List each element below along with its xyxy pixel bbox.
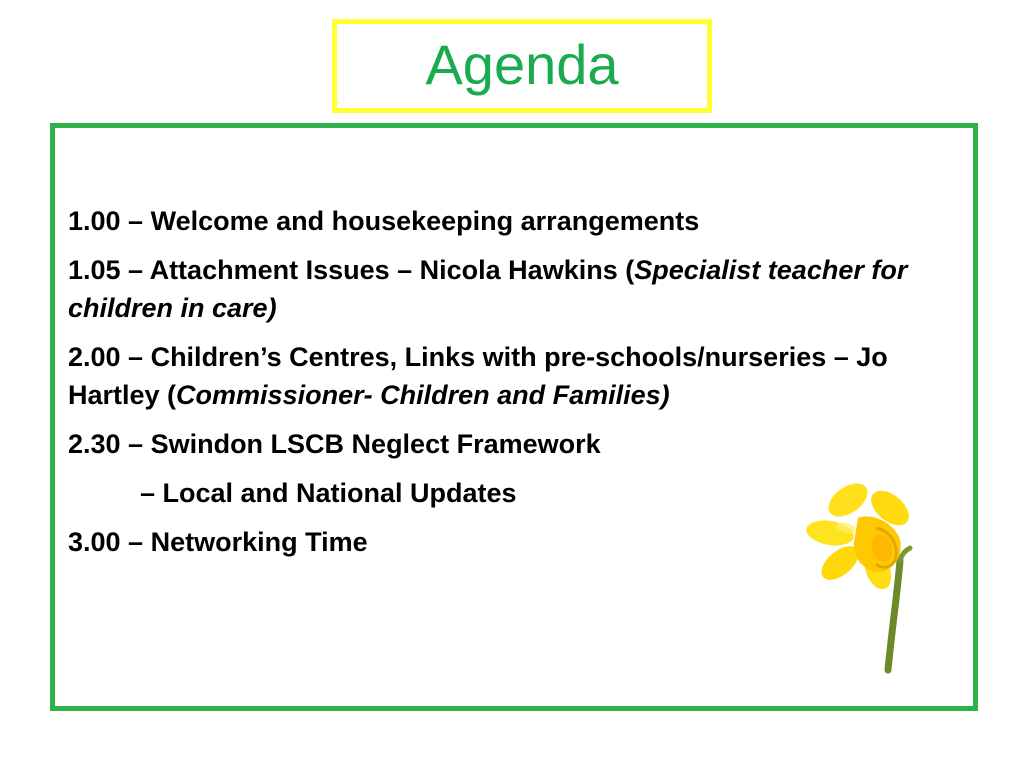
agenda-item-text: 2.00 – Children’s Centres, Links with pre-schools/nurseries – Jo Hartley ( [68,342,888,410]
daffodil-icon [800,478,940,678]
speaker-role: Commissioner- Children and Families) [176,380,670,410]
agenda-item-childrens-centres [68,338,968,414]
speaker-role: Specialist teacher for children in care) [68,255,908,323]
agenda-item-text: – Local and National Updates [140,478,517,508]
slide-title: Agenda [425,33,619,96]
agenda-item-text: 3.00 – Networking Time [68,527,368,557]
agenda-item-text: 1.00 – Welcome and housekeeping arrangements [68,206,700,236]
agenda-item-text: 1.05 – Attachment Issues – Nicola Hawkins ( [68,255,635,285]
title-box [332,19,712,113]
agenda-item-attachment [68,251,968,327]
agenda-item-text: 2.30 – Swindon LSCB Neglect Framework [68,429,601,459]
agenda-item-welcome [68,202,968,240]
agenda-item-neglect-framework [68,425,968,463]
